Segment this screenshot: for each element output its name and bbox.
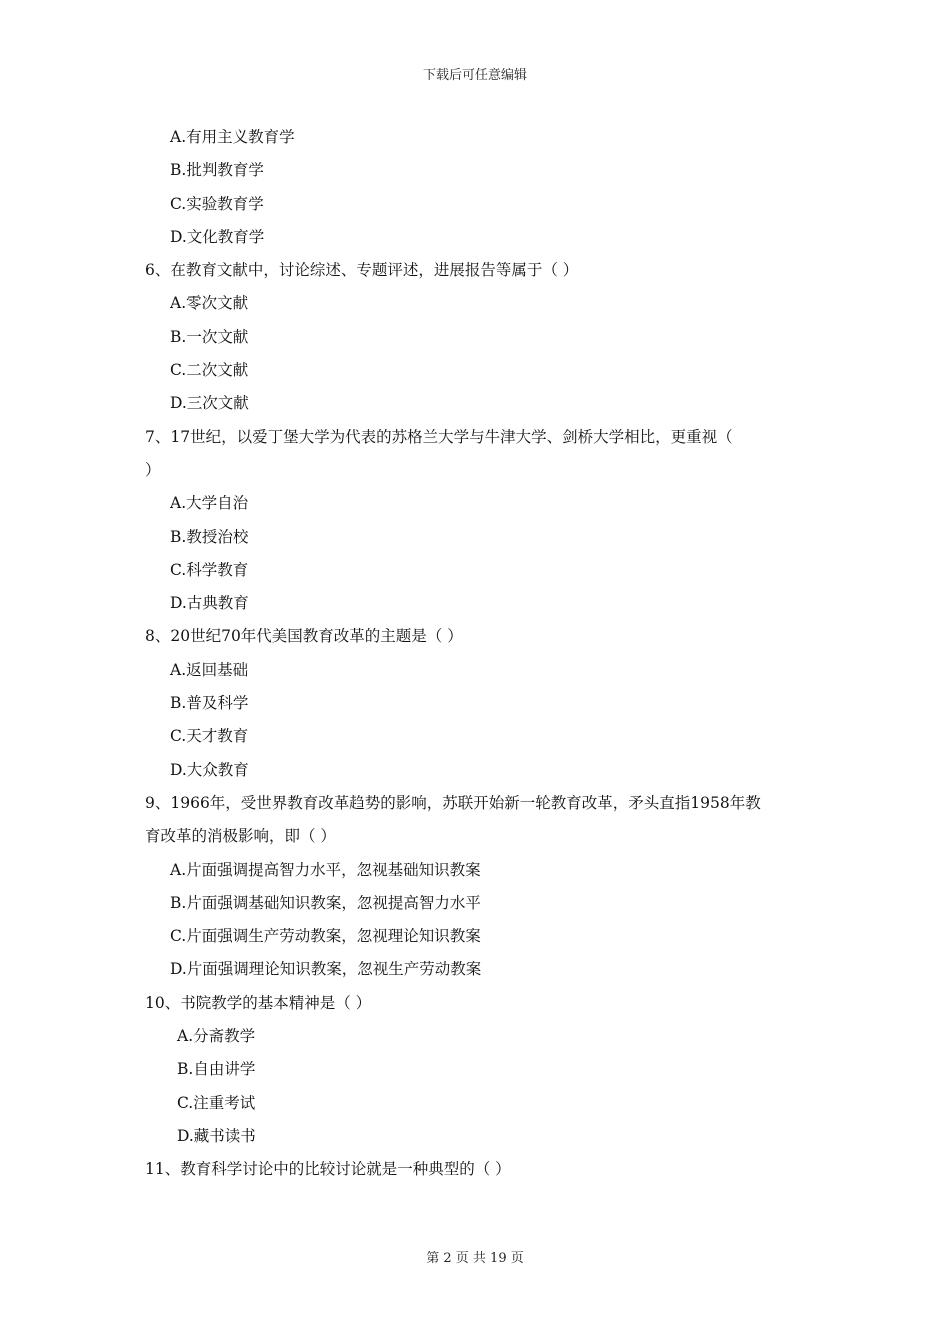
question-text: 10、书院教学的基本精神是（ ） <box>145 993 372 1012</box>
answer-option: A.零次文献 <box>170 294 249 313</box>
question-text: 6、在教育文献中，讨论综述、专题评述，进展报告等属于（ ） <box>145 261 579 280</box>
answer-option: B.教授治校 <box>170 527 249 546</box>
answer-option: C.注重考试 <box>177 1093 256 1112</box>
answer-option: C.实验教育学 <box>170 194 264 213</box>
question-text: ） <box>145 460 161 479</box>
answer-option: C.二次文献 <box>170 361 249 380</box>
question-text: 育改革的消极影响，即（ ） <box>145 827 336 846</box>
answer-option: B.一次文献 <box>170 327 249 346</box>
answer-option: A.分斋教学 <box>177 1027 256 1046</box>
answer-option: A.片面强调提高智力水平，忽视基础知识教案 <box>170 860 481 879</box>
answer-option: C.科学教育 <box>170 560 249 579</box>
answer-option: B.自由讲学 <box>177 1060 256 1079</box>
question-text: 9、1966年，受世界教育改革趋势的影响，苏联开始新一轮教育改革，矛头直指1958年教 <box>145 793 761 812</box>
answer-option: B.片面强调基础知识教案，忽视提高智力水平 <box>170 893 481 912</box>
answer-option: D.古典教育 <box>170 594 249 613</box>
page-footer: 第 2 页 共 19 页 <box>426 1251 524 1266</box>
answer-option: D.片面强调理论知识教案，忽视生产劳动教案 <box>170 960 482 979</box>
answer-option: D.大众教育 <box>170 760 249 779</box>
answer-option: D.文化教育学 <box>170 227 265 246</box>
question-text: 11、教育科学讨论中的比较讨论就是一种典型的（ ） <box>145 1160 511 1179</box>
answer-option: D.三次文献 <box>170 394 249 413</box>
answer-option: A.返回基础 <box>170 660 249 679</box>
answer-option: C.天才教育 <box>170 727 249 746</box>
question-text: 7、17世纪，以爱丁堡大学为代表的苏格兰大学与牛津大学、剑桥大学相比，更重视（ <box>145 427 733 446</box>
answer-option: D.藏书读书 <box>177 1126 256 1145</box>
question-list <box>145 124 815 1190</box>
answer-option: C.片面强调生产劳动教案，忽视理论知识教案 <box>170 927 481 946</box>
question-text: 8、20世纪70年代美国教育改革的主题是（ ） <box>145 627 463 646</box>
answer-option: B.批判教育学 <box>170 161 264 180</box>
page-header: 下载后可任意编辑 <box>422 68 527 83</box>
answer-option: A.大学自治 <box>170 494 249 513</box>
answer-option: B.普及科学 <box>170 694 249 713</box>
answer-option: A.有用主义教育学 <box>170 128 295 146</box>
